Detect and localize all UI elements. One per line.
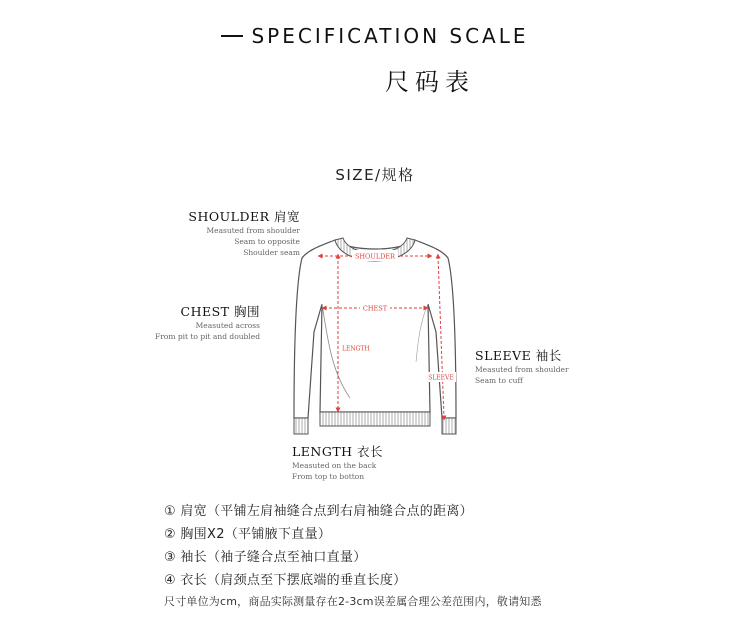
note-shoulder: ① 肩宽（平铺左肩袖缝合点到右肩袖缝合点的距离） [164, 504, 473, 519]
length-title: LENGTH 衣长 [292, 444, 384, 459]
chest-tag: CHEST [362, 304, 388, 313]
sleeve-tag: SLEEVE [428, 374, 454, 382]
header-title-cn: 尺码表 [385, 68, 475, 96]
sweater-body [294, 240, 456, 418]
note-sleeve: ③ 袖长（袖子缝合点至袖口直量） [164, 550, 367, 565]
length-tag: LENGTH [342, 345, 370, 353]
size-label: SIZE/规格 [335, 166, 415, 184]
chest-desc-1: Measuted across [195, 321, 260, 330]
chest-desc-2: From pit to pit and doubled [155, 332, 260, 341]
note-chest: ② 胸围X2（平铺腋下直量） [164, 527, 332, 542]
shoulder-title: SHOULDER 肩宽 [188, 209, 300, 224]
shoulder-tag: SHOULDER [354, 252, 396, 261]
hem-rib [320, 412, 430, 426]
title-dash [221, 35, 243, 37]
header-title-en [0, 24, 750, 48]
shoulder-desc-1: Measuted from shoulder [206, 226, 300, 235]
right-cuff [442, 418, 456, 434]
measurement-notes [164, 500, 724, 609]
chest-label [110, 302, 260, 342]
note-length: ④ 衣长（肩颈点至下摆底端的垂直长度） [164, 573, 407, 588]
length-desc-2: From top to botton [292, 472, 365, 481]
sleeve-desc-1: Measuted from shoulder [475, 365, 569, 374]
sleeve-label [475, 346, 615, 386]
sleeve-title: SLEEVE 袖长 [475, 348, 562, 363]
tolerance-footnote: 尺寸单位为cm，商品实际测量存在2-3cm误差属合理公差范围内，敬请知悉 [164, 595, 542, 608]
length-desc-1: Measuted on the back [292, 461, 377, 470]
length-label [292, 442, 432, 482]
shoulder-desc-3: Shoulder seam [243, 248, 300, 257]
shoulder-label [150, 207, 300, 258]
sleeve-desc-2: Seam to cuff [475, 376, 523, 385]
left-cuff [294, 418, 308, 434]
title-en-text: SPECIFICATION SCALE [251, 24, 529, 48]
shoulder-desc-2: Seam to opposite [234, 237, 300, 246]
chest-title: CHEST 胸围 [180, 304, 260, 319]
sweater-diagram [280, 222, 470, 440]
